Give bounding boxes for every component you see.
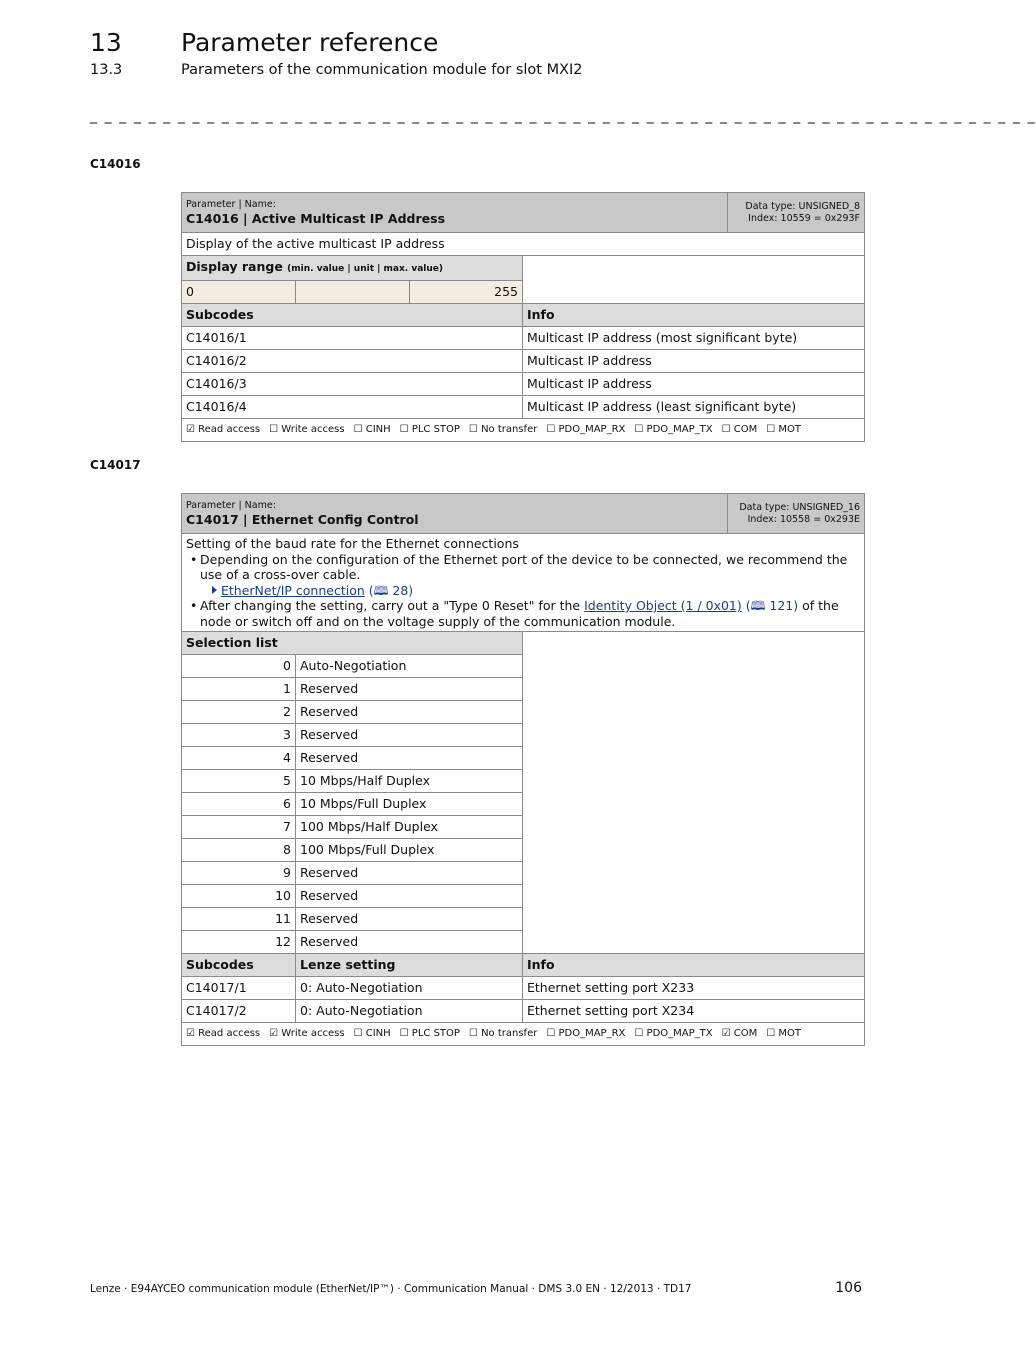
access-flags: ☑ Read access ☑ Write access ☐ CINH ☐ PLC STOP ☐ No transfer ☐ PDO_MAP_RX ☐ PDO_MAP_TX ☑ COM ☐ MOT [182,1023,865,1046]
subcode-info: Multicast IP address [523,373,865,396]
page-number: 106 [835,1280,862,1296]
table-header-row [182,494,865,534]
selection-list-header: Selection list [182,632,523,655]
link-page[interactable]: 28 [392,582,409,598]
list-item: 7 100 Mbps/Half Duplex [182,816,865,839]
link-identity-object[interactable]: Identity Object (1 / 0x01) [584,598,742,613]
list-item: 0 Auto-Negotiation [182,655,865,678]
param-description: Display of the active multicast IP address [182,233,865,256]
subcode-info: Multicast IP address (most significant byte) [523,327,865,350]
table-row [182,327,865,350]
param-table-c14016 [181,192,865,442]
param-name: C14017 | Ethernet Config Control [186,511,419,527]
link-page[interactable]: 121 [769,598,794,613]
param-table-c14017 [181,493,865,1046]
list-item: • After changing the setting, carry out a "Type 0 Reset" for the Identity Object (1 / 0x01) (🕮 121) of the node or switch off and on the voltage supply of the communication module. [200,598,860,629]
subcode: C14016/4 [182,396,523,419]
param-heading-c14017: C14017 [90,458,141,472]
list-item: 5 10 Mbps/Half Duplex [182,770,865,793]
list-item: 9 Reserved [182,862,865,885]
subcodes-header: Subcodes [182,304,523,327]
subcodes-header: Subcodes [182,954,296,977]
subcode-info: Ethernet setting port X233 [523,977,865,1000]
data-type: Data type: UNSIGNED_16 [739,501,860,513]
range-min: 0 [182,281,296,304]
blank-cell [523,632,865,954]
subcode-info: Multicast IP address (least significant byte) [523,396,865,419]
subcode-info: Ethernet setting port X234 [523,1000,865,1023]
list-item: • Depending on the configuration of the Ethernet port of the device to be connected, we recommend the use of a cross-over cable. EtherNet/IP connection (🕮 28) [200,552,860,599]
lenze-setting: 0: Auto-Negotiation [296,1000,523,1023]
subcode: C14016/1 [182,327,523,350]
param-description-block [182,534,865,632]
param-heading-c14016: C14016 [90,157,141,171]
list-item: 10 Reserved [182,885,865,908]
section-number: 13.3 [90,62,123,78]
display-range-header: Display range (min. value | unit | max. value) [182,256,523,281]
chapter-title: Parameter reference [181,28,439,57]
subcode: C14016/2 [182,350,523,373]
list-item: 6 10 Mbps/Full Duplex [182,793,865,816]
access-flags: ☑ Read access ☐ Write access ☐ CINH ☐ PLC STOP ☐ No transfer ☐ PDO_MAP_RX ☐ PDO_MAP_TX ☐ COM ☐ MOT [182,419,865,442]
lenze-setting: 0: Auto-Negotiation [296,977,523,1000]
table-row [182,977,865,1000]
param-name: C14016 | Active Multicast IP Address [186,210,446,226]
header-separator: _ _ _ _ _ _ _ _ _ _ _ _ _ _ _ _ _ _ _ _ _ _ _ _ _ _ _ _ _ _ _ _ _ _ _ _ _ _ _ _ _ _ _ _ _ _ _ _ _ _ _ _ _ _ _ _ _ _ _ _ _ _ _ _ _ [90,108,1036,124]
list-item: 3 Reserved [182,724,865,747]
subcode-info: Multicast IP address [523,350,865,373]
list-item: 12 Reserved [182,931,865,954]
list-item: 1 Reserved [182,678,865,701]
param-name-label: Parameter | Name: [186,198,276,210]
list-item: 4 Reserved [182,747,865,770]
subcode: C14017/1 [182,977,296,1000]
info-header: Info [523,304,865,327]
book-icon: 🕮 [373,582,389,598]
param-index: Index: 10558 = 0x293E [747,513,860,525]
blank-cell [523,256,865,304]
book-icon: 🕮 [750,598,766,613]
list-item: 2 Reserved [182,701,865,724]
info-header: Info [523,954,865,977]
list-item: 11 Reserved [182,908,865,931]
lenze-setting-header: Lenze setting [296,954,523,977]
section-title: Parameters of the communication module for slot MXI2 [181,62,583,78]
page-footer: Lenze · E94AYCEO communication module (EtherNet/IP™) · Communication Manual · DMS 3.0 EN · 12/2013 · TD17 [90,1283,692,1295]
range-unit [296,281,410,304]
arrow-right-icon [212,586,217,594]
link-ethernet-ip-connection[interactable]: EtherNet/IP connection [221,582,365,598]
table-row [182,1000,865,1023]
table-row [182,350,865,373]
param-description: Setting of the baud rate for the Ethernet connections [186,536,519,551]
range-max: 255 [410,281,523,304]
table-row [182,373,865,396]
table-header-row [182,193,865,233]
chapter-number: 13 [90,28,122,57]
list-item: 8 100 Mbps/Full Duplex [182,839,865,862]
subcode: C14017/2 [182,1000,296,1023]
subcode: C14016/3 [182,373,523,396]
table-row [182,396,865,419]
data-type: Data type: UNSIGNED_8 [745,200,861,212]
param-index: Index: 10559 = 0x293F [748,212,861,224]
param-name-label: Parameter | Name: [186,499,276,511]
